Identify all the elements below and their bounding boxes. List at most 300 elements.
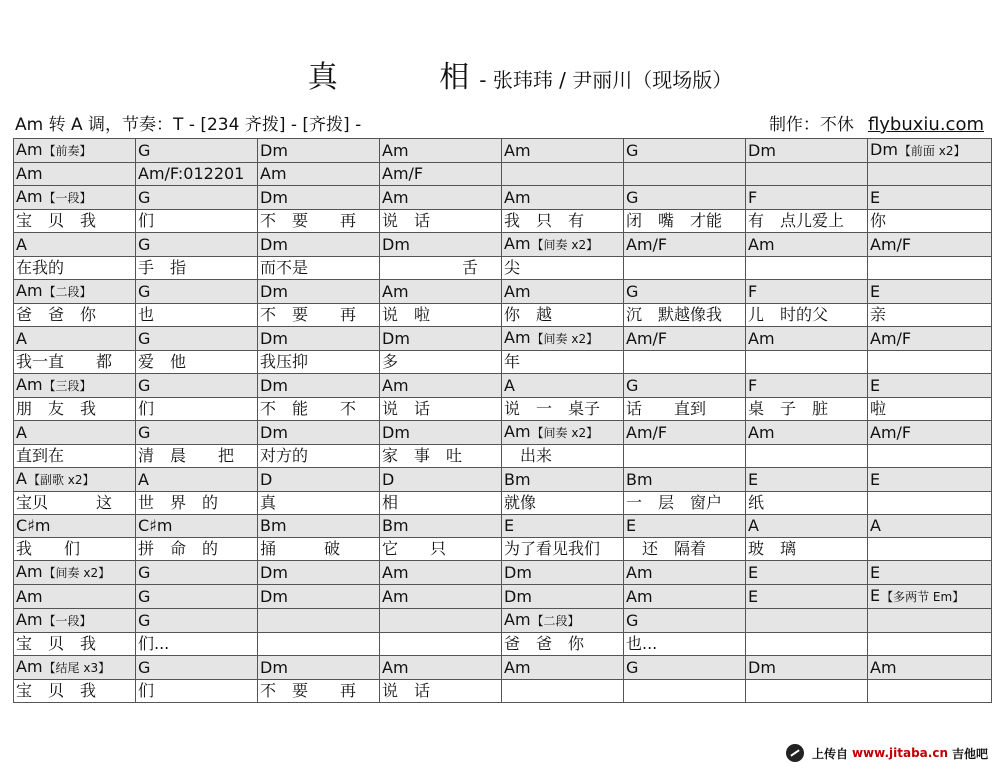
chord-name: A xyxy=(16,328,27,348)
chord-cell xyxy=(502,280,624,304)
chord-sheet-table xyxy=(13,138,992,703)
chord-row xyxy=(14,421,992,445)
lyric-cell xyxy=(624,257,746,280)
lyric-cell xyxy=(624,492,746,515)
chord-name: Bm xyxy=(260,516,287,535)
lyric-cell xyxy=(14,257,136,280)
lyric-text: 儿 时的父 xyxy=(748,305,829,324)
chord-cell xyxy=(502,561,624,585)
chord-name: Dm xyxy=(260,657,288,677)
chord-cell xyxy=(14,233,136,257)
lyric-cell xyxy=(258,351,380,374)
chord-cell xyxy=(136,585,258,609)
lyric-text: 捅 破 xyxy=(260,539,341,558)
chord-cell xyxy=(746,374,868,398)
lyric-text: 直到在 xyxy=(16,446,65,465)
chord-name: G xyxy=(138,422,151,442)
chord-cell xyxy=(868,327,992,351)
chord-name: E xyxy=(870,562,881,582)
lyric-text: 们 xyxy=(138,211,155,230)
lyric-text: 舌 xyxy=(382,258,479,277)
lyric-text: 爸 爸 你 xyxy=(504,634,585,653)
lyric-cell xyxy=(624,633,746,656)
lyric-text: 们... xyxy=(138,634,170,653)
chord-cell xyxy=(14,163,136,186)
chord-cell xyxy=(380,374,502,398)
chord-name: Dm xyxy=(260,586,288,606)
chord-cell xyxy=(746,327,868,351)
lyric-cell xyxy=(746,398,868,421)
chord-cell xyxy=(380,609,502,633)
chord-name: Bm xyxy=(626,469,653,489)
lyric-cell xyxy=(502,351,624,374)
chord-cell xyxy=(258,374,380,398)
lyric-text: 宝贝 这 xyxy=(16,493,113,512)
chord-name: Am xyxy=(748,422,775,442)
lyric-cell xyxy=(136,351,258,374)
lyric-cell xyxy=(14,304,136,327)
lyric-text: 你 越 xyxy=(504,305,553,324)
lyric-cell xyxy=(502,210,624,233)
chord-cell xyxy=(868,656,992,680)
lyric-text: 说 话 xyxy=(382,399,431,418)
chord-cell xyxy=(868,163,992,186)
chord-cell xyxy=(258,561,380,585)
section-tag: 【间奏 x2】 xyxy=(43,566,111,580)
chord-cell xyxy=(624,139,746,163)
lyric-row xyxy=(14,445,992,468)
section-tag: 【三段】 xyxy=(43,379,92,393)
lyric-row xyxy=(14,257,992,280)
lyric-cell xyxy=(14,351,136,374)
chord-cell xyxy=(868,139,992,163)
chord-cell xyxy=(258,327,380,351)
chord-name: Am/F xyxy=(626,328,668,348)
chord-name: E xyxy=(626,516,637,535)
lyric-cell xyxy=(746,351,868,374)
lyric-text: 为了看见我们 xyxy=(504,539,601,558)
chord-row xyxy=(14,468,992,492)
chord-name: Am xyxy=(748,234,775,254)
chord-name: Am xyxy=(504,610,531,629)
lyric-text: 不 要 再 xyxy=(260,305,357,324)
lyric-text: 话 直到 xyxy=(626,399,707,418)
chord-name: E xyxy=(870,469,881,489)
chord-name: Am xyxy=(870,657,897,677)
song-title: 真 相 xyxy=(307,60,516,95)
section-tag: 【副歌 x2】 xyxy=(27,473,95,487)
section-tag: 【一段】 xyxy=(43,191,92,205)
footer-watermark xyxy=(786,744,988,762)
chord-name: Am xyxy=(16,610,43,629)
chord-name: Am xyxy=(16,657,43,676)
lyric-cell xyxy=(14,210,136,233)
lyric-cell xyxy=(502,304,624,327)
chord-row xyxy=(14,280,992,304)
chord-cell xyxy=(380,139,502,163)
credit-line xyxy=(769,110,984,135)
lyric-row xyxy=(14,398,992,421)
chord-name: C♯m xyxy=(138,516,173,535)
lyric-text: 真 xyxy=(260,493,277,512)
chord-name: Am xyxy=(626,586,653,606)
lyric-text: 亲 xyxy=(870,305,887,324)
chord-cell xyxy=(502,327,624,351)
lyric-cell xyxy=(746,304,868,327)
chord-name: Bm xyxy=(382,516,409,535)
chord-name: G xyxy=(626,657,639,677)
lyric-cell xyxy=(624,445,746,468)
chord-cell xyxy=(14,280,136,304)
lyric-text: 出来 xyxy=(504,446,553,465)
chord-name: D xyxy=(260,469,273,489)
lyric-text: 们 xyxy=(138,681,155,700)
lyric-row xyxy=(14,210,992,233)
chord-cell xyxy=(136,163,258,186)
lyric-text: 还 隔着 xyxy=(626,539,707,558)
chord-name: E xyxy=(870,281,881,301)
lyric-text: 说 话 xyxy=(382,681,431,700)
chord-cell xyxy=(258,468,380,492)
chord-name: E xyxy=(748,469,759,489)
chord-cell xyxy=(746,585,868,609)
chord-cell xyxy=(502,609,624,633)
lyric-text: 它 只 xyxy=(382,539,447,558)
lyric-text: 宝 贝 我 xyxy=(16,634,97,653)
chord-name: A xyxy=(16,469,27,488)
chord-cell xyxy=(14,609,136,633)
lyric-cell xyxy=(380,633,502,656)
chord-cell xyxy=(746,609,868,633)
lyric-cell xyxy=(136,398,258,421)
lyric-row xyxy=(14,633,992,656)
chord-name: Dm xyxy=(504,562,532,582)
section-tag: 【间奏 x2】 xyxy=(531,332,599,346)
lyric-cell xyxy=(380,351,502,374)
section-tag: 【结尾 x3】 xyxy=(43,661,111,675)
chord-name: Dm xyxy=(260,281,288,301)
lyric-cell xyxy=(258,304,380,327)
lyric-cell xyxy=(136,445,258,468)
chord-cell xyxy=(258,609,380,633)
chord-name: Dm xyxy=(260,375,288,395)
chord-cell xyxy=(258,233,380,257)
lyric-row xyxy=(14,680,992,703)
chord-name: Am xyxy=(504,422,531,441)
chord-name: Dm xyxy=(382,422,410,442)
chord-name: A xyxy=(504,375,515,395)
chord-cell xyxy=(14,186,136,210)
chord-name: G xyxy=(138,234,151,254)
chord-name: F xyxy=(748,187,758,207)
chord-name: F xyxy=(748,375,758,395)
chord-cell xyxy=(868,609,992,633)
chord-name: D xyxy=(382,469,395,489)
lyric-cell xyxy=(380,304,502,327)
lyric-cell xyxy=(624,680,746,703)
chord-name: Am xyxy=(260,164,287,183)
lyric-cell xyxy=(502,492,624,515)
chord-name: Am xyxy=(504,328,531,347)
chord-name: G xyxy=(138,586,151,606)
lyric-text: 不 能 不 xyxy=(260,399,357,418)
chord-row xyxy=(14,186,992,210)
lyric-cell xyxy=(868,304,992,327)
lyric-cell xyxy=(746,680,868,703)
lyric-text: 说 话 xyxy=(382,211,431,230)
lyric-cell xyxy=(380,257,502,280)
lyric-cell xyxy=(14,398,136,421)
lyric-cell xyxy=(258,492,380,515)
chord-cell xyxy=(624,421,746,445)
lyric-text: 有 点儿爱上 xyxy=(748,211,845,230)
lyric-text: 清 晨 把 xyxy=(138,446,235,465)
lyric-row xyxy=(14,492,992,515)
chord-cell xyxy=(746,515,868,538)
lyric-cell xyxy=(868,445,992,468)
chord-cell xyxy=(258,186,380,210)
chord-cell xyxy=(502,139,624,163)
chord-cell xyxy=(624,585,746,609)
chord-name: Am xyxy=(748,328,775,348)
chord-name: Am xyxy=(504,657,531,677)
chord-cell xyxy=(258,421,380,445)
chord-cell xyxy=(502,186,624,210)
lyric-text: 玻 璃 xyxy=(748,539,797,558)
chord-name: Am/F xyxy=(870,328,912,348)
footer-url[interactable]: www.jitaba.cn xyxy=(851,746,948,760)
lyric-row xyxy=(14,304,992,327)
chord-cell xyxy=(624,163,746,186)
chord-cell xyxy=(14,139,136,163)
chord-cell xyxy=(136,139,258,163)
chord-name: E xyxy=(870,187,881,207)
lyric-cell xyxy=(258,633,380,656)
chord-cell xyxy=(868,233,992,257)
chord-row xyxy=(14,561,992,585)
chord-cell xyxy=(14,561,136,585)
chord-cell xyxy=(258,515,380,538)
chord-row xyxy=(14,139,992,163)
chord-name: Dm xyxy=(504,586,532,606)
lyric-cell xyxy=(136,680,258,703)
song-title-bar xyxy=(0,52,1000,96)
lyric-cell xyxy=(380,538,502,561)
lyric-text: 啦 xyxy=(870,399,887,418)
chord-name: Am xyxy=(16,586,43,606)
chord-name: G xyxy=(138,657,151,677)
lyric-cell xyxy=(624,210,746,233)
chord-cell xyxy=(136,280,258,304)
chord-cell xyxy=(746,561,868,585)
chord-cell xyxy=(502,656,624,680)
lyric-text: 年 xyxy=(504,352,521,371)
chord-name: Dm xyxy=(748,657,776,677)
chord-name: Am xyxy=(504,281,531,301)
chord-name: G xyxy=(138,328,151,348)
chord-name: A xyxy=(138,469,149,489)
chord-name: A xyxy=(748,516,759,535)
section-tag: 【多两节 Em】 xyxy=(881,590,965,604)
section-tag: 【间奏 x2】 xyxy=(531,238,599,252)
lyric-text: 世 界 的 xyxy=(138,493,219,512)
lyric-text: 闭 嘴 才能 xyxy=(626,211,723,230)
chord-cell xyxy=(14,327,136,351)
chord-cell xyxy=(624,280,746,304)
chord-cell xyxy=(380,280,502,304)
footer-brand: 吉他吧 xyxy=(951,746,988,761)
key-rhythm-line: Am 转 A 调，节奏：T - [234 齐拨] - [齐拨] - xyxy=(15,115,362,135)
chord-cell xyxy=(380,515,502,538)
lyric-text: 不 要 再 xyxy=(260,681,357,700)
site-link[interactable]: flybuxiu.com xyxy=(867,114,984,135)
chord-name: G xyxy=(138,375,151,395)
chord-name: Am xyxy=(382,187,409,207)
section-tag: 【二段】 xyxy=(531,614,580,628)
chord-row xyxy=(14,233,992,257)
chord-cell xyxy=(502,421,624,445)
chord-cell xyxy=(624,374,746,398)
lyric-cell xyxy=(746,538,868,561)
chord-cell xyxy=(136,609,258,633)
chord-cell xyxy=(380,163,502,186)
lyric-text: 我一直 都 xyxy=(16,352,113,371)
chord-cell xyxy=(868,468,992,492)
lyric-text: 们 xyxy=(138,399,155,418)
chord-name: G xyxy=(138,281,151,301)
chord-row xyxy=(14,656,992,680)
chord-name: Am xyxy=(504,234,531,253)
lyric-text: 宝 贝 我 xyxy=(16,211,97,230)
lyric-cell xyxy=(624,304,746,327)
guitar-logo-icon xyxy=(786,744,804,762)
song-subtitle: - 张玮玮 / 尹丽川（现场版） xyxy=(479,68,733,92)
chord-cell xyxy=(746,656,868,680)
chord-cell xyxy=(136,421,258,445)
lyric-cell xyxy=(502,398,624,421)
lyric-text: 我压抑 xyxy=(260,352,309,371)
chord-cell xyxy=(380,233,502,257)
chord-cell xyxy=(624,561,746,585)
chord-cell xyxy=(258,163,380,186)
chord-cell xyxy=(502,585,624,609)
lyric-cell xyxy=(380,445,502,468)
lyric-cell xyxy=(502,633,624,656)
chord-name: Dm xyxy=(260,562,288,582)
chord-cell xyxy=(258,585,380,609)
section-tag: 【前面 x2】 xyxy=(898,144,966,158)
chord-cell xyxy=(258,656,380,680)
lyric-cell xyxy=(258,398,380,421)
lyric-cell xyxy=(868,538,992,561)
chord-name: A xyxy=(16,422,27,442)
chord-name: Dm xyxy=(260,140,288,160)
chord-row xyxy=(14,515,992,538)
chord-cell xyxy=(868,374,992,398)
chord-cell xyxy=(746,163,868,186)
chord-cell xyxy=(14,421,136,445)
chord-cell xyxy=(868,186,992,210)
lyric-text: 沉 默越像我 xyxy=(626,305,723,324)
lyric-row xyxy=(14,351,992,374)
chord-cell xyxy=(624,233,746,257)
chord-name: Dm xyxy=(260,422,288,442)
lyric-cell xyxy=(380,680,502,703)
chord-name: Am xyxy=(382,281,409,301)
lyric-cell xyxy=(502,680,624,703)
chord-name: G xyxy=(626,610,639,630)
chord-name: Am xyxy=(382,562,409,582)
lyric-cell xyxy=(868,257,992,280)
chord-name: G xyxy=(626,375,639,395)
chord-name: Am xyxy=(504,187,531,207)
lyric-cell xyxy=(624,351,746,374)
lyric-cell xyxy=(136,210,258,233)
chord-name: A xyxy=(16,234,27,254)
lyric-cell xyxy=(258,680,380,703)
chord-name: G xyxy=(626,140,639,160)
chord-cell xyxy=(868,421,992,445)
lyric-cell xyxy=(14,492,136,515)
chord-cell xyxy=(746,421,868,445)
chord-name: Am/F xyxy=(870,234,912,254)
chord-cell xyxy=(380,656,502,680)
lyric-cell xyxy=(746,257,868,280)
chord-cell xyxy=(380,561,502,585)
chord-cell xyxy=(136,233,258,257)
lyric-cell xyxy=(136,492,258,515)
lyric-cell xyxy=(136,538,258,561)
chord-name: Dm xyxy=(748,140,776,160)
chord-cell xyxy=(502,233,624,257)
chord-cell xyxy=(624,656,746,680)
chord-cell xyxy=(380,468,502,492)
chord-cell xyxy=(14,515,136,538)
chord-name: G xyxy=(138,562,151,582)
chord-cell xyxy=(380,186,502,210)
chord-cell xyxy=(868,515,992,538)
lyric-text: 说 啦 xyxy=(382,305,431,324)
chord-cell xyxy=(136,561,258,585)
chord-name: G xyxy=(626,281,639,301)
section-tag: 【一段】 xyxy=(43,614,92,628)
lyric-cell xyxy=(746,445,868,468)
lyric-text: 宝 贝 我 xyxy=(16,681,97,700)
chord-name: Am/F xyxy=(870,422,912,442)
lyric-text: 纸 xyxy=(748,493,765,512)
chord-cell xyxy=(14,656,136,680)
lyric-text: 尖 xyxy=(504,258,521,277)
chord-cell xyxy=(624,186,746,210)
section-tag: 【间奏 x2】 xyxy=(531,426,599,440)
chord-name: Am xyxy=(382,586,409,606)
chord-name: Bm xyxy=(504,469,531,489)
lyric-cell xyxy=(258,538,380,561)
lyric-text: 多 xyxy=(382,352,399,371)
chord-cell xyxy=(746,233,868,257)
lyric-text: 也... xyxy=(626,634,658,653)
chord-cell xyxy=(136,374,258,398)
chord-cell xyxy=(746,280,868,304)
lyric-cell xyxy=(258,257,380,280)
chord-name: Am xyxy=(16,140,43,159)
chord-cell xyxy=(14,585,136,609)
chord-name: E xyxy=(748,562,759,582)
lyric-text: 相 xyxy=(382,493,399,512)
chord-cell xyxy=(868,561,992,585)
chord-name: Dm xyxy=(260,328,288,348)
lyric-cell xyxy=(624,398,746,421)
